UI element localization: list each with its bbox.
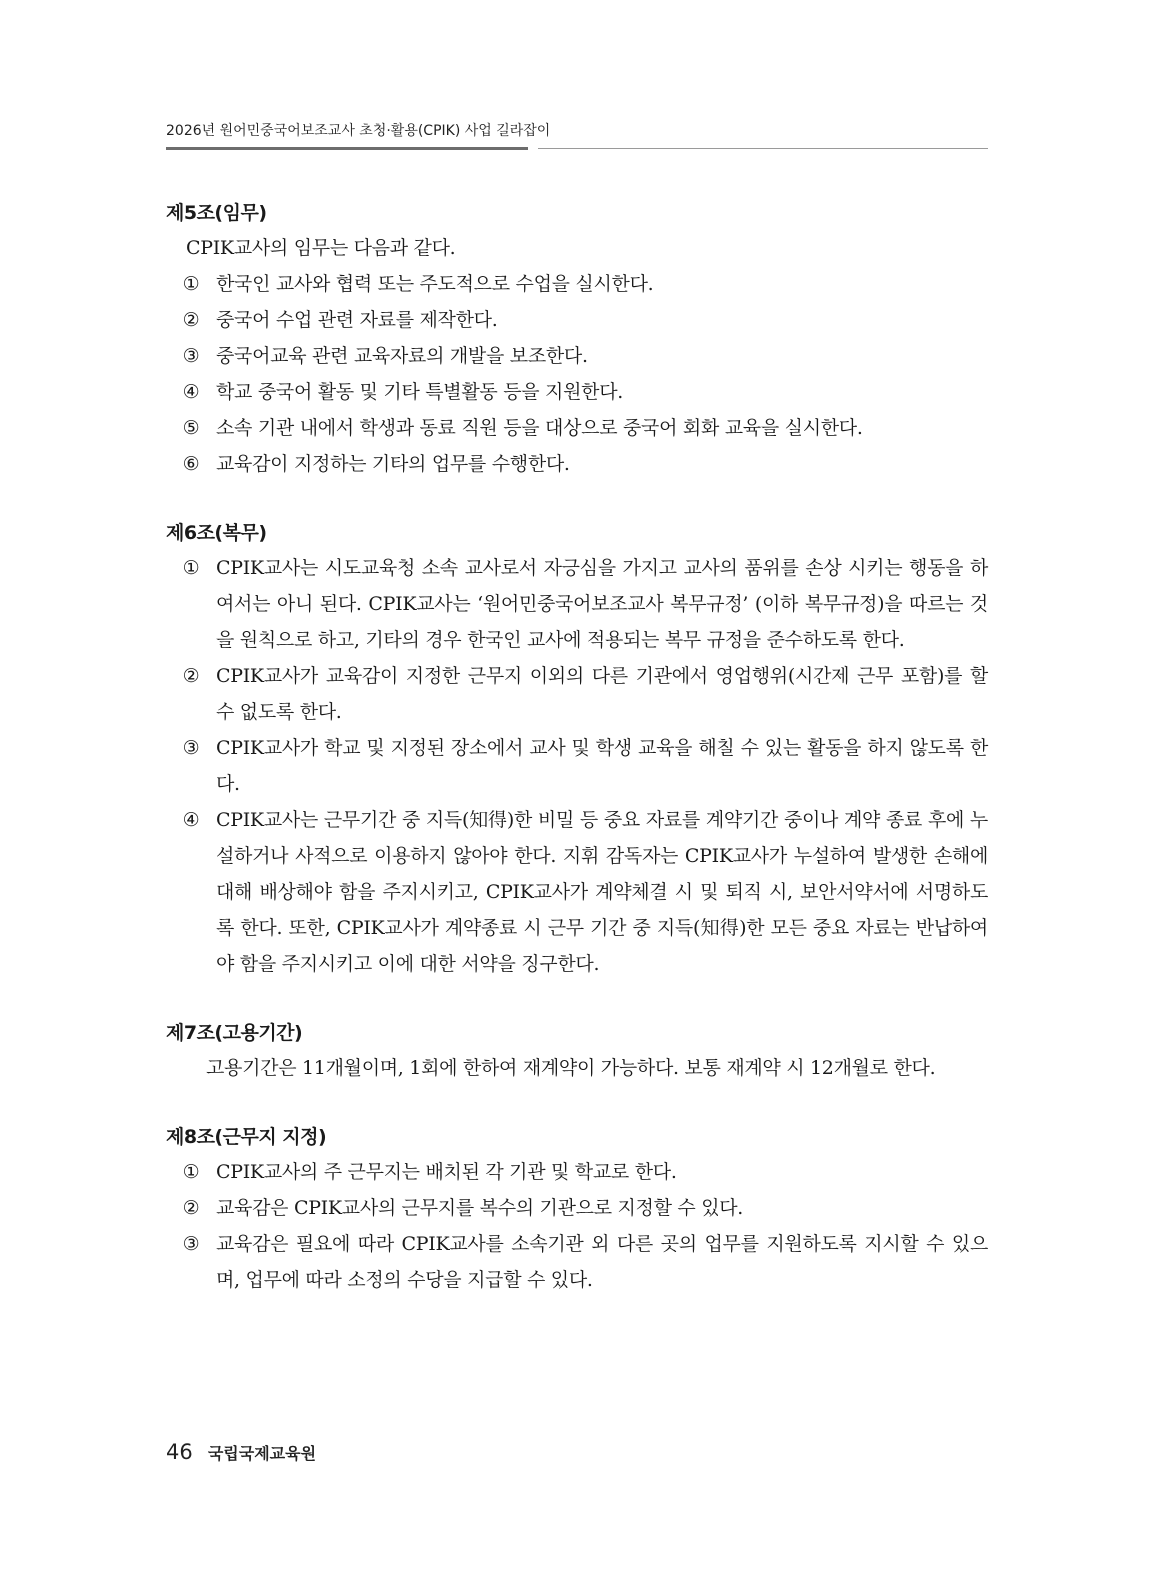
item-text: 교육감은 필요에 따라 CPIK교사를 소속기관 외 다른 곳의 업무를 지원하도록 지시할 수 있으며, 업무에 따라 소정의 수당을 지급할 수 있다. [216, 1233, 988, 1291]
item-text: CPIK교사는 시도교육청 소속 교사로서 자긍심을 가지고 교사의 품위를 손상 시키는 행동을 하여서는 아니 된다. CPIK교사는 ‘원어민중국어보조교사 복무규정’ (이하 복무규정)을 따르는 것을 원칙으로 하고, 기타의 경우 한국인 교사에 적용되는 복무 규정을 준수하도록 한다. [216, 557, 988, 651]
list-item [166, 302, 988, 338]
article-6 [166, 516, 988, 982]
page-footer [166, 1440, 316, 1464]
list-item [166, 410, 988, 446]
list-item [166, 730, 988, 802]
article-5 [166, 196, 988, 482]
item-number: ② [182, 309, 200, 331]
article-title: 제7조(고용기간) [166, 1022, 303, 1044]
item-number: ⑤ [182, 417, 200, 439]
article-body: 고용기간은 11개월이며, 1회에 한하여 재계약이 가능하다. 보통 재계약 시 12개월로 한다. [206, 1057, 936, 1079]
item-number: ③ [182, 345, 200, 367]
item-text: CPIK교사가 교육감이 지정한 근무지 이외의 다른 기관에서 영업행위(시간제 근무 포함)를 할 수 없도록 한다. [216, 665, 988, 723]
item-text: 중국어교육 관련 교육자료의 개발을 보조한다. [216, 345, 588, 367]
list-item [166, 802, 988, 982]
list-item [166, 550, 988, 658]
organization-name: 국립국제교육원 [207, 1444, 317, 1463]
item-number: ⑥ [182, 453, 200, 475]
item-text: 한국인 교사와 협력 또는 주도적으로 수업을 실시한다. [216, 273, 654, 295]
list-item [166, 374, 988, 410]
item-number: ③ [182, 737, 200, 759]
item-text: CPIK교사가 학교 및 지정된 장소에서 교사 및 학생 교육을 해칠 수 있는 활동을 하지 않도록 한다. [216, 737, 988, 795]
item-text: 소속 기관 내에서 학생과 동료 직원 등을 대상으로 중국어 회화 교육을 실시한다. [216, 417, 863, 439]
list-item [166, 446, 988, 482]
document-body [166, 196, 988, 1332]
article-intro: CPIK교사의 임무는 다음과 같다. [186, 237, 456, 259]
item-text: 교육감은 CPIK교사의 근무지를 복수의 기관으로 지정할 수 있다. [216, 1197, 744, 1219]
item-number: ① [182, 1161, 200, 1183]
item-text: CPIK교사는 근무기간 중 지득(知得)한 비밀 등 중요 자료를 계약기간 중이나 계약 종료 후에 누설하거나 사적으로 이용하지 않아야 한다. 지휘 감독자는 CPIK교사가 누설하여 발생한 손해에 대해 배상해야 함을 주지시키고, CPIK교사가 계약체결 시 및 퇴직 시, 보안서약서에 서명하도록 한다. 또한, CPIK교사가 계약종료 시 근무 기간 중 지득(知得)한 모든 중요 자료는 반납하여야 함을 주지시키고 이에 대한 서약을 징구한다. [216, 809, 988, 975]
list-item [166, 338, 988, 374]
list-item [166, 266, 988, 302]
header-title: 2026년 원어민중국어보조교사 초청·활용(CPIK) 사업 길라잡이 [166, 123, 551, 139]
item-text: 학교 중국어 활동 및 기타 특별활동 등을 지원한다. [216, 381, 623, 403]
article-title: 제5조(임무) [166, 202, 267, 224]
list-item [166, 1190, 988, 1226]
page-number: 46 [166, 1440, 193, 1464]
item-number: ② [182, 1197, 200, 1219]
item-text: CPIK교사의 주 근무지는 배치된 각 기관 및 학교로 한다. [216, 1161, 677, 1183]
item-number: ④ [182, 381, 200, 403]
header-rule-thin [538, 148, 988, 149]
article-title: 제6조(복무) [166, 522, 267, 544]
list-item [166, 658, 988, 730]
item-number: ④ [182, 809, 200, 831]
list-item [166, 1226, 988, 1298]
running-header [166, 120, 988, 154]
item-number: ② [182, 665, 200, 687]
item-number: ① [182, 557, 200, 579]
article-title: 제8조(근무지 지정) [166, 1126, 327, 1148]
item-text: 중국어 수업 관련 자료를 제작한다. [216, 309, 498, 331]
list-item [166, 1154, 988, 1190]
item-number: ① [182, 273, 200, 295]
item-text: 교육감이 지정하는 기타의 업무를 수행한다. [216, 453, 570, 475]
header-rule-thick [166, 147, 528, 150]
item-number: ③ [182, 1233, 200, 1255]
article-8 [166, 1120, 988, 1298]
article-7 [166, 1016, 988, 1086]
